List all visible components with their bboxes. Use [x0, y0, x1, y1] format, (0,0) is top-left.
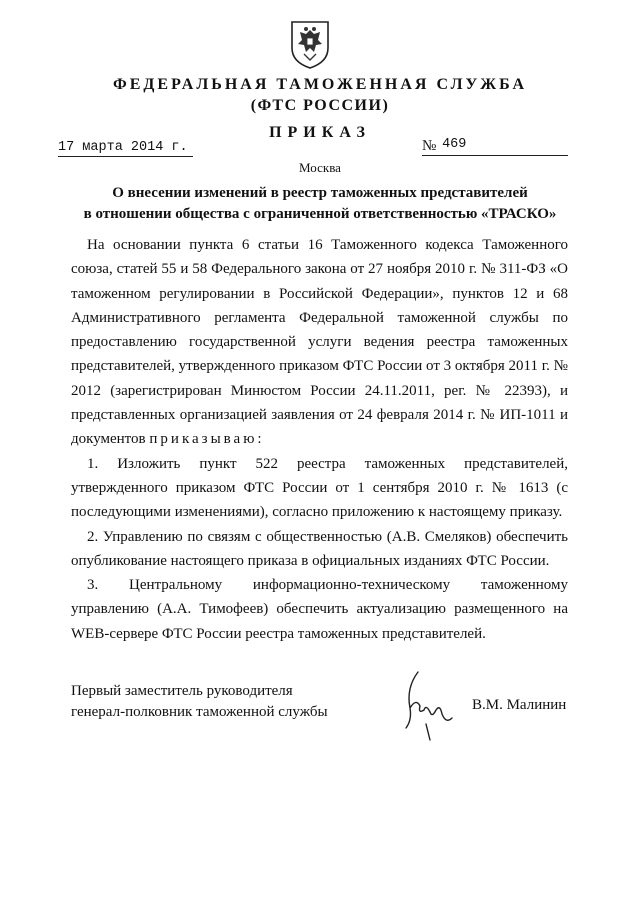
- order-number: 469: [442, 137, 467, 152]
- order-item-3: 3. Центральному информационно-техническому таможенному управлению (А.А. Тимофеев) обеспечить актуализацию размещенного на WEB-сервере ФТС России реестра таможенных представителей.: [71, 577, 568, 642]
- number-sign: №: [422, 138, 437, 154]
- order-word: приказываю:: [149, 431, 265, 448]
- agency-short-name: (ФТС РОССИИ): [250, 97, 390, 114]
- order-date: 17 марта 2014 г.: [58, 140, 193, 157]
- preamble-paragraph: [71, 233, 568, 452]
- preamble-text: На основании пункта 6 статьи 16 Таможенного кодекса Таможенного союза, статей 55 и 58 Федерального закона от 27 ноября 2010 г. № 311-ФЗ «О таможенном регулировании в Российской Федерации», пунктов 12 и 68 Административного регламента Федеральной таможенной службы по предоставлению государственной услуги ведения реестра таможенных представителей, утвержденного приказом ФТС России от 3 октября 2011 г. № 2012 (зарегистрирован Минюстом России 24.11.2011, рег. № 22393), и представленных организацией заявления от 24 февраля 2014 г. № ИП-1011 и документов: [71, 237, 568, 448]
- agency-name: ФЕДЕРАЛЬНАЯ ТАМОЖЕННАЯ СЛУЖБА: [112, 76, 528, 93]
- subject-line-1: О внесении изменений в реестр таможенных представителей: [112, 185, 528, 201]
- order-item-1: 1. Изложить пункт 522 реестра таможенных представителей, утвержденного приказом ФТС России от 1 сентября 2010 г. № 1613 (с последующими изменениями), согласно приложению к настоящему приказу.: [71, 455, 568, 521]
- signatory-name: В.М. Малинин: [472, 697, 567, 713]
- position-line-2: генерал-полковник таможенной службы: [71, 704, 328, 720]
- document-type: ПРИКАЗ: [269, 124, 371, 141]
- handwritten-signature: [396, 668, 456, 746]
- position-line-1: Первый заместитель руководителя: [71, 683, 293, 699]
- coat-of-arms-icon: [286, 18, 334, 70]
- document-subject: [60, 183, 580, 225]
- city: Москва: [299, 160, 341, 175]
- subject-line-2: в отношении общества с ограниченной ответственностью «ТРАСКО»: [83, 206, 557, 222]
- signatory-position: [71, 681, 328, 723]
- order-number-field: [422, 138, 568, 156]
- document-body: [71, 233, 568, 646]
- order-item-2: 2. Управлению по связям с общественностью (А.В. Смеляков) обеспечить опубликование настоящего приказа в официальных изданиях ФТС России.: [71, 528, 568, 569]
